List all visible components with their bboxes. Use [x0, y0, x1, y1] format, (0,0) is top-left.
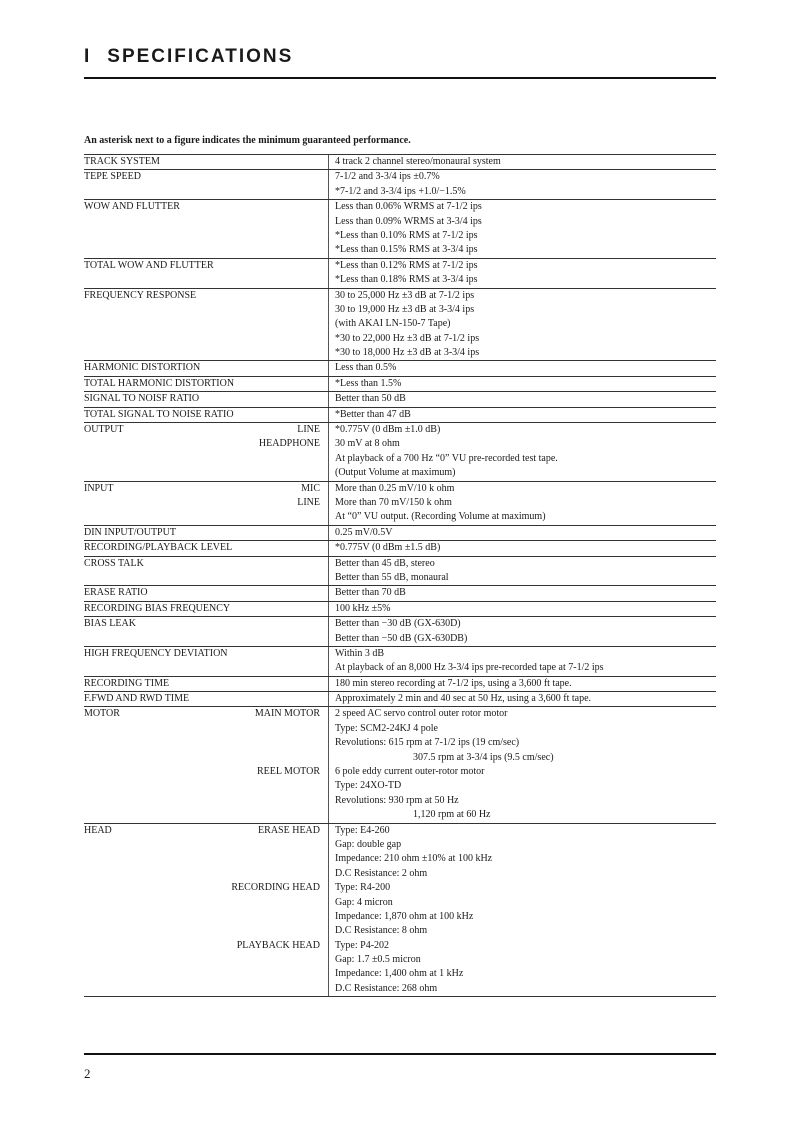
spec-value: Type: SCM2-24KJ 4 pole: [335, 722, 438, 734]
spec-label-spacer: [84, 924, 320, 938]
spec-value: 30 mV at 8 ohm: [335, 438, 400, 450]
spec-label-spacer: [84, 243, 320, 257]
spec-label-cell: [84, 692, 329, 707]
spec-label-cell: [84, 361, 329, 376]
spec-label-cell: [84, 823, 329, 997]
spec-value: Better than 50 dB: [335, 393, 406, 405]
spec-value: *0.775V (0 dBm ±1.0 dB): [335, 424, 441, 436]
spec-sublabel: LINE: [297, 424, 320, 436]
spec-value: *0.775V (0 dBm ±1.5 dB): [335, 542, 441, 554]
spec-label-spacer: [84, 510, 320, 524]
spec-label-spacer: [84, 736, 320, 750]
spec-value: Type: P4-202: [335, 939, 390, 951]
spec-label: ERASE RATIO: [84, 587, 148, 599]
spec-label-spacer: [84, 910, 320, 924]
spec-row: [84, 823, 716, 997]
spec-label: FREQUENCY RESPONSE: [84, 289, 197, 301]
spec-value: Less than 0.09% WRMS at 3-3/4 ips: [335, 215, 482, 227]
spec-value: Approximately 2 min and 40 sec at 50 Hz, using a 3,600 ft tape.: [335, 693, 592, 705]
spec-value: D.C Resistance: 268 ohm: [335, 982, 438, 994]
spec-value: *Less than 0.10% RMS at 7-1/2 ips: [335, 229, 478, 241]
spec-value-cell: [329, 525, 717, 540]
top-rule: [84, 77, 716, 79]
spec-value: 2 speed AC servo control outer rotor motor: [335, 708, 508, 720]
spec-value: 100 kHz ±5%: [335, 602, 391, 614]
spec-value-cell: [329, 692, 717, 707]
spec-label-spacer: [84, 661, 320, 675]
spec-label-spacer: [84, 632, 320, 646]
spec-label-cell: [84, 423, 329, 482]
spec-label-cell: [84, 541, 329, 556]
spec-value: Gap: 4 micron: [335, 896, 393, 908]
spec-value-cell: [329, 407, 717, 422]
spec-label: RECORDING TIME: [84, 677, 170, 689]
spec-label: [84, 824, 320, 838]
spec-value: Impedance: 210 ohm ±10% at 100 kHz: [335, 853, 493, 865]
spec-row: [84, 155, 716, 170]
spec-label-cell: [84, 258, 329, 288]
spec-label: TOTAL WOW AND FLUTTER: [84, 259, 214, 271]
spec-label-spacer: [84, 332, 320, 346]
spec-value: D.C Resistance: 8 ohm: [335, 925, 428, 937]
spec-row: [84, 676, 716, 691]
spec-value: *7-1/2 and 3-3/4 ips +1.0/−1.5%: [335, 185, 466, 197]
spec-label: RECORDING/PLAYBACK LEVEL: [84, 542, 233, 554]
spec-value: Less than 0.06% WRMS at 7-1/2 ips: [335, 201, 482, 213]
spec-value: Impedance: 1,870 ohm at 100 kHz: [335, 910, 474, 922]
spec-value: At “0” VU output. (Recording Volume at maximum): [335, 511, 546, 523]
spec-row: [84, 525, 716, 540]
spec-label-spacer: [84, 896, 320, 910]
section-title: SPECIFICATIONS: [107, 46, 294, 67]
spec-row: [84, 392, 716, 407]
spec-label-spacer: [84, 779, 320, 793]
spec-label-main: INPUT: [84, 482, 114, 494]
spec-label-spacer: [84, 852, 320, 866]
spec-label-spacer: [84, 229, 320, 243]
spec-row: [84, 200, 716, 259]
spec-label-spacer: [84, 185, 320, 199]
spec-label-spacer: [84, 571, 320, 585]
spec-row: [84, 361, 716, 376]
spec-value: 180 min stereo recording at 7-1/2 ips, using a 3,600 ft tape.: [335, 677, 572, 689]
spec-sublabel: HEADPHONE: [258, 438, 320, 450]
spec-value: Revolutions: 930 rpm at 50 Hz: [335, 794, 459, 806]
spec-label: SIGNAL TO NOISF RATIO: [84, 393, 200, 405]
spec-value-cell: [329, 155, 717, 170]
spec-label-spacer: [84, 794, 320, 808]
spec-value: At playback of a 700 Hz “0” VU pre-recorded test tape.: [335, 452, 558, 464]
spec-label-spacer: [84, 346, 320, 360]
spec-value-cell: [329, 707, 717, 823]
spec-label-spacer: [84, 215, 320, 229]
spec-label: F.FWD AND RWD TIME: [84, 693, 190, 705]
spec-value: 0.25 mV/0.5V: [335, 526, 393, 538]
spec-value: Better than 70 dB: [335, 587, 406, 599]
spec-sublabel: PLAYBACK HEAD: [236, 939, 320, 951]
spec-label: WOW AND FLUTTER: [84, 201, 180, 213]
spec-value-cell: [329, 601, 717, 616]
spec-label-spacer: [84, 838, 320, 852]
spec-value-cell: [329, 423, 717, 482]
spec-label: HIGH FREQUENCY DEVIATION: [84, 647, 228, 659]
spec-row: [84, 692, 716, 707]
spec-value: (Output Volume at maximum): [335, 467, 456, 479]
spec-label-main: OUTPUT: [84, 424, 124, 436]
spec-label-cell: [84, 556, 329, 586]
spec-value: Within 3 dB: [335, 647, 385, 659]
spec-label-main: HEAD: [84, 824, 112, 836]
spec-value: Type: R4-200: [335, 882, 391, 894]
spec-value: 30 to 25,000 Hz ±3 dB at 7-1/2 ips: [335, 289, 475, 301]
spec-label-cell: [84, 155, 329, 170]
spec-row: [84, 556, 716, 586]
spec-label-spacer: [84, 751, 320, 765]
spec-label-spacer: [84, 452, 320, 466]
spec-value: 6 pole eddy current outer-rotor motor: [335, 766, 485, 778]
spec-label: RECORDING BIAS FREQUENCY: [84, 602, 231, 614]
spec-label-cell: [84, 586, 329, 601]
spec-label-spacer: [84, 982, 320, 996]
spec-label-cell: [84, 376, 329, 391]
spec-label: HARMONIC DISTORTION: [84, 362, 201, 374]
spec-label-spacer: [84, 317, 320, 331]
spec-value-cell: [329, 556, 717, 586]
spec-value: Type: 24XO-TD: [335, 780, 402, 792]
spec-label: TOTAL SIGNAL TO NOISE RATIO: [84, 408, 234, 420]
spec-value: Type: E4-260: [335, 824, 390, 836]
spec-sublabel: ERASE HEAD: [258, 824, 320, 836]
spec-row: [84, 407, 716, 422]
spec-value: Gap: double gap: [335, 838, 402, 850]
spec-value-cell: [329, 392, 717, 407]
spec-label: TRACK SYSTEM: [84, 156, 160, 167]
spec-value: Revolutions: 615 rpm at 7-1/2 ips (19 cm/sec): [335, 737, 520, 749]
spec-table: [84, 154, 716, 997]
spec-label-spacer: [84, 967, 320, 981]
spec-label-spacer: [84, 273, 320, 287]
spec-value: 30 to 19,000 Hz ±3 dB at 3-3/4 ips: [335, 303, 475, 315]
spec-value: *Less than 0.15% RMS at 3-3/4 ips: [335, 244, 478, 256]
spec-label-spacer: [84, 867, 320, 881]
spec-value-cell: [329, 617, 717, 647]
bottom-rule: [84, 1053, 716, 1055]
spec-sublabel: REEL MOTOR: [256, 766, 320, 778]
spec-value: Better than −30 dB (GX-630D): [335, 618, 461, 630]
spec-sublabel: MAIN MOTOR: [254, 708, 320, 720]
spec-value-cell: [329, 361, 717, 376]
spec-value: Impedance: 1,400 ohm at 1 kHz: [335, 968, 464, 980]
spec-label-cell: [84, 707, 329, 823]
spec-label-cell: [84, 676, 329, 691]
spec-label: TEPE SPEED: [84, 171, 141, 183]
spec-sublabel: LINE: [297, 496, 320, 508]
spec-value: Better than 45 dB, stereo: [335, 557, 435, 569]
spec-value: More than 70 mV/150 k ohm: [335, 496, 452, 508]
spec-label: BIAS LEAK: [84, 618, 136, 630]
spec-value: Gap: 1.7 ±0.5 micron: [335, 954, 421, 966]
spec-value-cell: [329, 586, 717, 601]
spec-value: At playback of an 8,000 Hz 3-3/4 ips pre-recorded tape at 7-1/2 ips: [335, 662, 604, 674]
page-title: [84, 44, 293, 70]
spec-row: [84, 646, 716, 676]
spec-label-spacer: [84, 722, 320, 736]
spec-row: [84, 481, 716, 525]
spec-label-cell: [84, 601, 329, 616]
spec-value-cell: [329, 258, 717, 288]
spec-label-cell: [84, 407, 329, 422]
spec-value: Better than −50 dB (GX-630DB): [335, 632, 468, 644]
spec-label-spacer: [84, 466, 320, 480]
spec-value: 7-1/2 and 3-3/4 ips ±0.7%: [335, 171, 440, 183]
intro-note: An asterisk next to a figure indicates the minimum guaranteed performance.: [84, 135, 411, 146]
spec-row: [84, 258, 716, 288]
spec-label: CROSS TALK: [84, 557, 144, 569]
spec-label: [84, 423, 320, 437]
spec-value-cell: [329, 541, 717, 556]
spec-label-spacer: [84, 953, 320, 967]
spec-label-cell: [84, 392, 329, 407]
spec-row: [84, 376, 716, 391]
spec-row: [84, 288, 716, 361]
page-number: 2: [84, 1066, 91, 1081]
spec-sublabel: RECORDING HEAD: [231, 882, 320, 894]
spec-row: [84, 170, 716, 200]
spec-row: [84, 423, 716, 482]
spec-label-cell: [84, 646, 329, 676]
spec-value-cell: [329, 288, 717, 361]
spec-value: Less than 0.5%: [335, 362, 397, 374]
spec-value: *Less than 0.12% RMS at 7-1/2 ips: [335, 259, 478, 271]
spec-value-cell: [329, 170, 717, 200]
spec-label: [84, 482, 320, 496]
spec-value: *30 to 18,000 Hz ±3 dB at 3-3/4 ips: [335, 347, 480, 359]
spec-value: (with AKAI LN-150-7 Tape): [335, 318, 451, 330]
spec-value: 4 track 2 channel stereo/monaural system: [335, 156, 501, 167]
spec-table-body: [84, 155, 716, 997]
spec-label-cell: [84, 288, 329, 361]
spec-value: *Better than 47 dB: [335, 408, 411, 420]
spec-value-cell: [329, 823, 717, 997]
spec-row: [84, 617, 716, 647]
spec-value: 1,120 rpm at 60 Hz: [413, 809, 491, 821]
section-number: I: [84, 46, 92, 67]
spec-value: More than 0.25 mV/10 k ohm: [335, 482, 455, 494]
spec-value-cell: [329, 676, 717, 691]
spec-value: *Less than 1.5%: [335, 377, 402, 389]
spec-row: [84, 586, 716, 601]
spec-value-cell: [329, 376, 717, 391]
spec-label-spacer: [84, 303, 320, 317]
spec-label-cell: [84, 525, 329, 540]
spec-value: D.C Resistance: 2 ohm: [335, 867, 428, 879]
spec-label: [84, 707, 320, 721]
spec-label: TOTAL HARMONIC DISTORTION: [84, 377, 235, 389]
spec-value: *Less than 0.18% RMS at 3-3/4 ips: [335, 274, 478, 286]
spec-value-cell: [329, 481, 717, 525]
spec-value-cell: [329, 646, 717, 676]
spec-value: 307.5 rpm at 3-3/4 ips (9.5 cm/sec): [413, 751, 554, 763]
spec-value: *30 to 22,000 Hz ±3 dB at 7-1/2 ips: [335, 332, 480, 344]
spec-row: [84, 707, 716, 823]
spec-label-cell: [84, 200, 329, 259]
spec-label-cell: [84, 170, 329, 200]
spec-label-main: MOTOR: [84, 708, 120, 720]
spec-value-cell: [329, 200, 717, 259]
spec-value: Better than 55 dB, monaural: [335, 571, 449, 583]
spec-label-cell: [84, 481, 329, 525]
spec-row: [84, 601, 716, 616]
spec-sublabel: MIC: [301, 482, 320, 494]
spec-label: DIN INPUT/OUTPUT: [84, 526, 176, 538]
spec-row: [84, 541, 716, 556]
spec-label-spacer: [84, 808, 320, 822]
spec-label-cell: [84, 617, 329, 647]
